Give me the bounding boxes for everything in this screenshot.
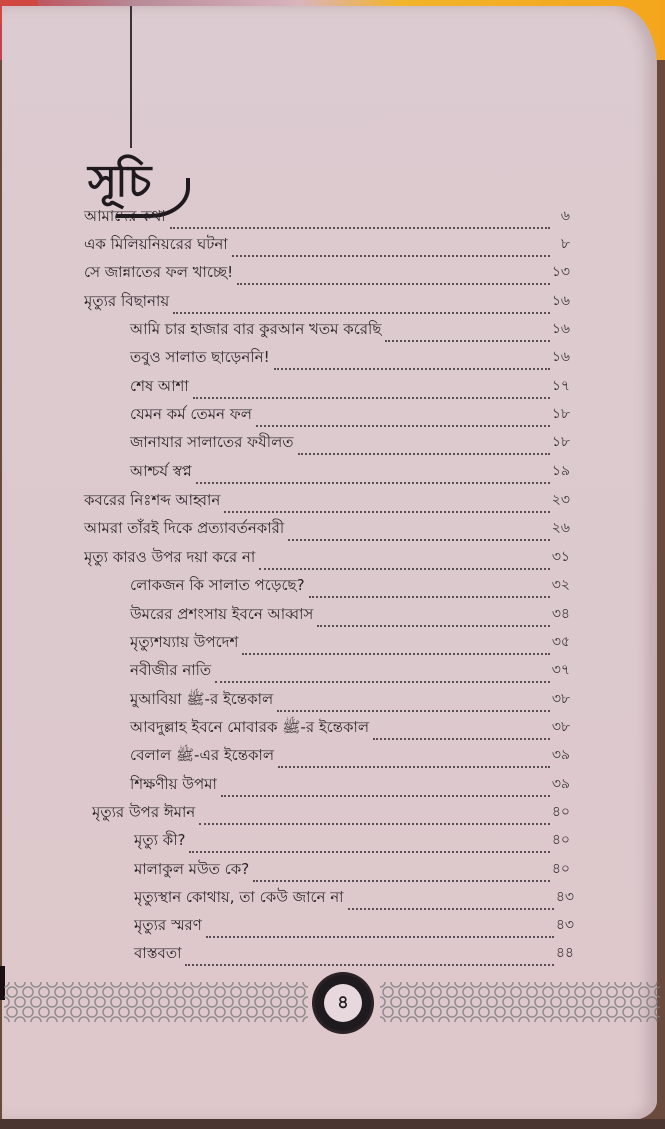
toc-entry[interactable] (130, 428, 570, 452)
toc-entry-page: ৬ (560, 208, 570, 224)
toc-entry-title: যেমন কর্ম তেমন ফল (130, 405, 252, 423)
toc-entry[interactable] (130, 656, 570, 680)
toc-entry[interactable] (134, 911, 574, 935)
toc-entry-page: ১৩ (551, 264, 570, 280)
leader-dots (259, 566, 550, 570)
toc-entry-page: ৪৪ (555, 945, 574, 961)
toc-entry[interactable] (130, 571, 570, 595)
toc-entry-title: মৃত্যুর উপর ঈমান (92, 803, 196, 821)
leader-dots (277, 708, 550, 712)
leader-dots (288, 537, 550, 541)
toc-entry-title: এক মিলিয়নিয়রের ঘটনা (84, 235, 228, 253)
toc-entry-title: লোকজন কি সালাত পড়েছে? (130, 576, 305, 594)
toc-entry-title: আবদুল্লাহ ইবনে মোবারক ﷺ-র ইন্তেকাল (130, 718, 370, 736)
leader-dots (173, 310, 550, 314)
leader-dots (385, 338, 549, 342)
toc-entry-page: ৩৫ (551, 634, 570, 650)
toc-entry-title: মালাকুল মউত কে? (134, 860, 250, 878)
toc-entry-title: সে জান্নাতের ফল খাচ্ছে! (84, 263, 234, 281)
toc-entry-page: ২৩ (551, 492, 570, 508)
leader-dots (253, 878, 550, 882)
toc-entry-title: মৃত্যুর বিছানায় (84, 292, 170, 310)
toc-entry-title: কবরের নিঃশব্দ আহ্বান (84, 491, 221, 509)
toc-entry-page: ৩৯ (551, 747, 570, 763)
toc-entry[interactable] (84, 230, 570, 254)
toc-entry[interactable] (84, 486, 570, 510)
toc-entry[interactable] (130, 685, 570, 709)
toc-entry-title: জানাযার সালাতের ফযীলত (130, 433, 294, 451)
toc-entry-page: ২৬ (551, 520, 570, 536)
toc-entry[interactable] (130, 315, 570, 339)
leader-dots (199, 821, 550, 825)
toc-entry[interactable] (130, 713, 570, 737)
toc-entry-page: ৪০ (551, 861, 570, 877)
toc-entry-title: নবীজীর নাতি (130, 661, 212, 679)
toc-entry-page: ৩১ (551, 549, 570, 565)
leader-dots (196, 480, 550, 484)
toc-entry[interactable] (130, 400, 570, 424)
leader-dots (242, 651, 549, 655)
leader-dots (170, 225, 550, 229)
toc-entry-page: ৪০ (551, 804, 570, 820)
toc-entry-title: শিক্ষণীয় উপমা (130, 775, 217, 793)
ornament-band-left (4, 982, 308, 1022)
leader-dots (309, 594, 550, 598)
toc-entry[interactable] (84, 514, 570, 538)
page-title: সূচি (88, 156, 150, 207)
toc-entry-page: ১৬ (551, 321, 570, 337)
toc-entry[interactable] (130, 372, 570, 396)
toc-entry-title: উমরের প্রশংসায় ইবনে আব্বাস (130, 605, 314, 623)
toc-entry-title: মৃত্যুস্থান কোথায়, তা কেউ জানে না (134, 888, 344, 906)
toc-entry-page: ৩৯ (551, 776, 570, 792)
leader-dots (237, 281, 550, 285)
toc-entry[interactable] (130, 770, 570, 794)
toc-entry-title: শেষ আশা (130, 377, 189, 395)
leader-dots (298, 451, 550, 455)
toc-entry-title: আশ্চর্য স্বপ্ন (130, 462, 192, 480)
leader-dots (193, 395, 550, 399)
leader-dots (232, 253, 550, 257)
leader-dots (189, 849, 549, 853)
toc-entry[interactable] (134, 826, 570, 850)
toc-entry-title: মুআবিয়া ﷺ-র ইন্তেকাল (130, 690, 274, 708)
toc-entry[interactable] (130, 457, 570, 481)
leader-dots (224, 509, 549, 513)
toc-entry[interactable] (134, 855, 570, 879)
toc-entry[interactable] (92, 798, 570, 822)
toc-entry[interactable] (134, 939, 574, 963)
toc-entry[interactable] (134, 883, 574, 907)
page-bottom-edge (0, 1119, 665, 1129)
toc-entry-title: মৃত্যু কী? (134, 831, 186, 849)
leader-dots (373, 736, 550, 740)
toc-entry[interactable] (84, 287, 570, 311)
leader-dots (274, 366, 550, 370)
leader-dots (317, 623, 549, 627)
leader-dots (221, 793, 550, 797)
toc-entry-page: ১৬ (551, 349, 570, 365)
page-number: ৪ (324, 984, 362, 1022)
toc-entry[interactable] (84, 258, 570, 282)
toc-entry[interactable] (130, 600, 570, 624)
leader-dots (215, 679, 550, 683)
toc-entry-page: ৩৮ (551, 719, 570, 735)
toc-entry-page: ৮ (560, 236, 570, 252)
toc-entry[interactable] (130, 741, 570, 765)
toc-entry[interactable] (130, 343, 570, 367)
toc-entry-page: ৩৭ (551, 662, 570, 678)
toc-entry-title: তবুও সালাত ছাড়েননি! (130, 348, 270, 366)
toc-entry-title: আমাদের কথা (84, 207, 166, 225)
title-hanging-line (130, 6, 132, 148)
toc-entry-page: ৩৪ (551, 606, 570, 622)
toc-entry-page: ৪৩ (555, 917, 574, 933)
toc-entry-page: ৩৮ (551, 691, 570, 707)
toc-entry-title: বাস্তবতা (134, 944, 182, 962)
toc-entry-page: ৪৩ (555, 889, 574, 905)
toc-entry-page: ১৭ (551, 378, 570, 394)
leader-dots (206, 934, 554, 938)
page-number-medallion (315, 975, 371, 1031)
leader-dots (348, 906, 554, 910)
toc-entry-page: ১৮ (551, 406, 570, 422)
toc-entry-page: ৪০ (551, 832, 570, 848)
leader-dots (256, 423, 550, 427)
ornament-band-right (380, 982, 660, 1022)
toc-entry-page: ১৬ (551, 293, 570, 309)
toc-entry-title: মৃত্যু কারও উপর দয়া করে না (84, 548, 256, 566)
leader-dots (185, 962, 553, 966)
toc-entry-page: ১৯ (551, 463, 570, 479)
leader-dots (278, 764, 550, 768)
toc-entry[interactable] (84, 543, 570, 567)
toc-entry-page: ১৮ (551, 434, 570, 450)
toc-entry[interactable] (84, 202, 570, 226)
toc-entry-title: আমরা তাঁরই দিকে প্রত্যাবর্তনকারী (84, 519, 285, 537)
toc-entry-title: আমি চার হাজার বার কুরআন খতম করেছি (130, 320, 382, 338)
toc-entry-title: বেলাল ﷺ-এর ইন্তেকাল (130, 746, 275, 764)
toc-entry-title: মৃত্যুশয্যায় উপদেশ (130, 633, 239, 651)
toc-entry[interactable] (130, 628, 570, 652)
toc-entry-page: ৩২ (551, 577, 570, 593)
toc-entry-title: মৃত্যুর স্মরণ (134, 916, 202, 934)
